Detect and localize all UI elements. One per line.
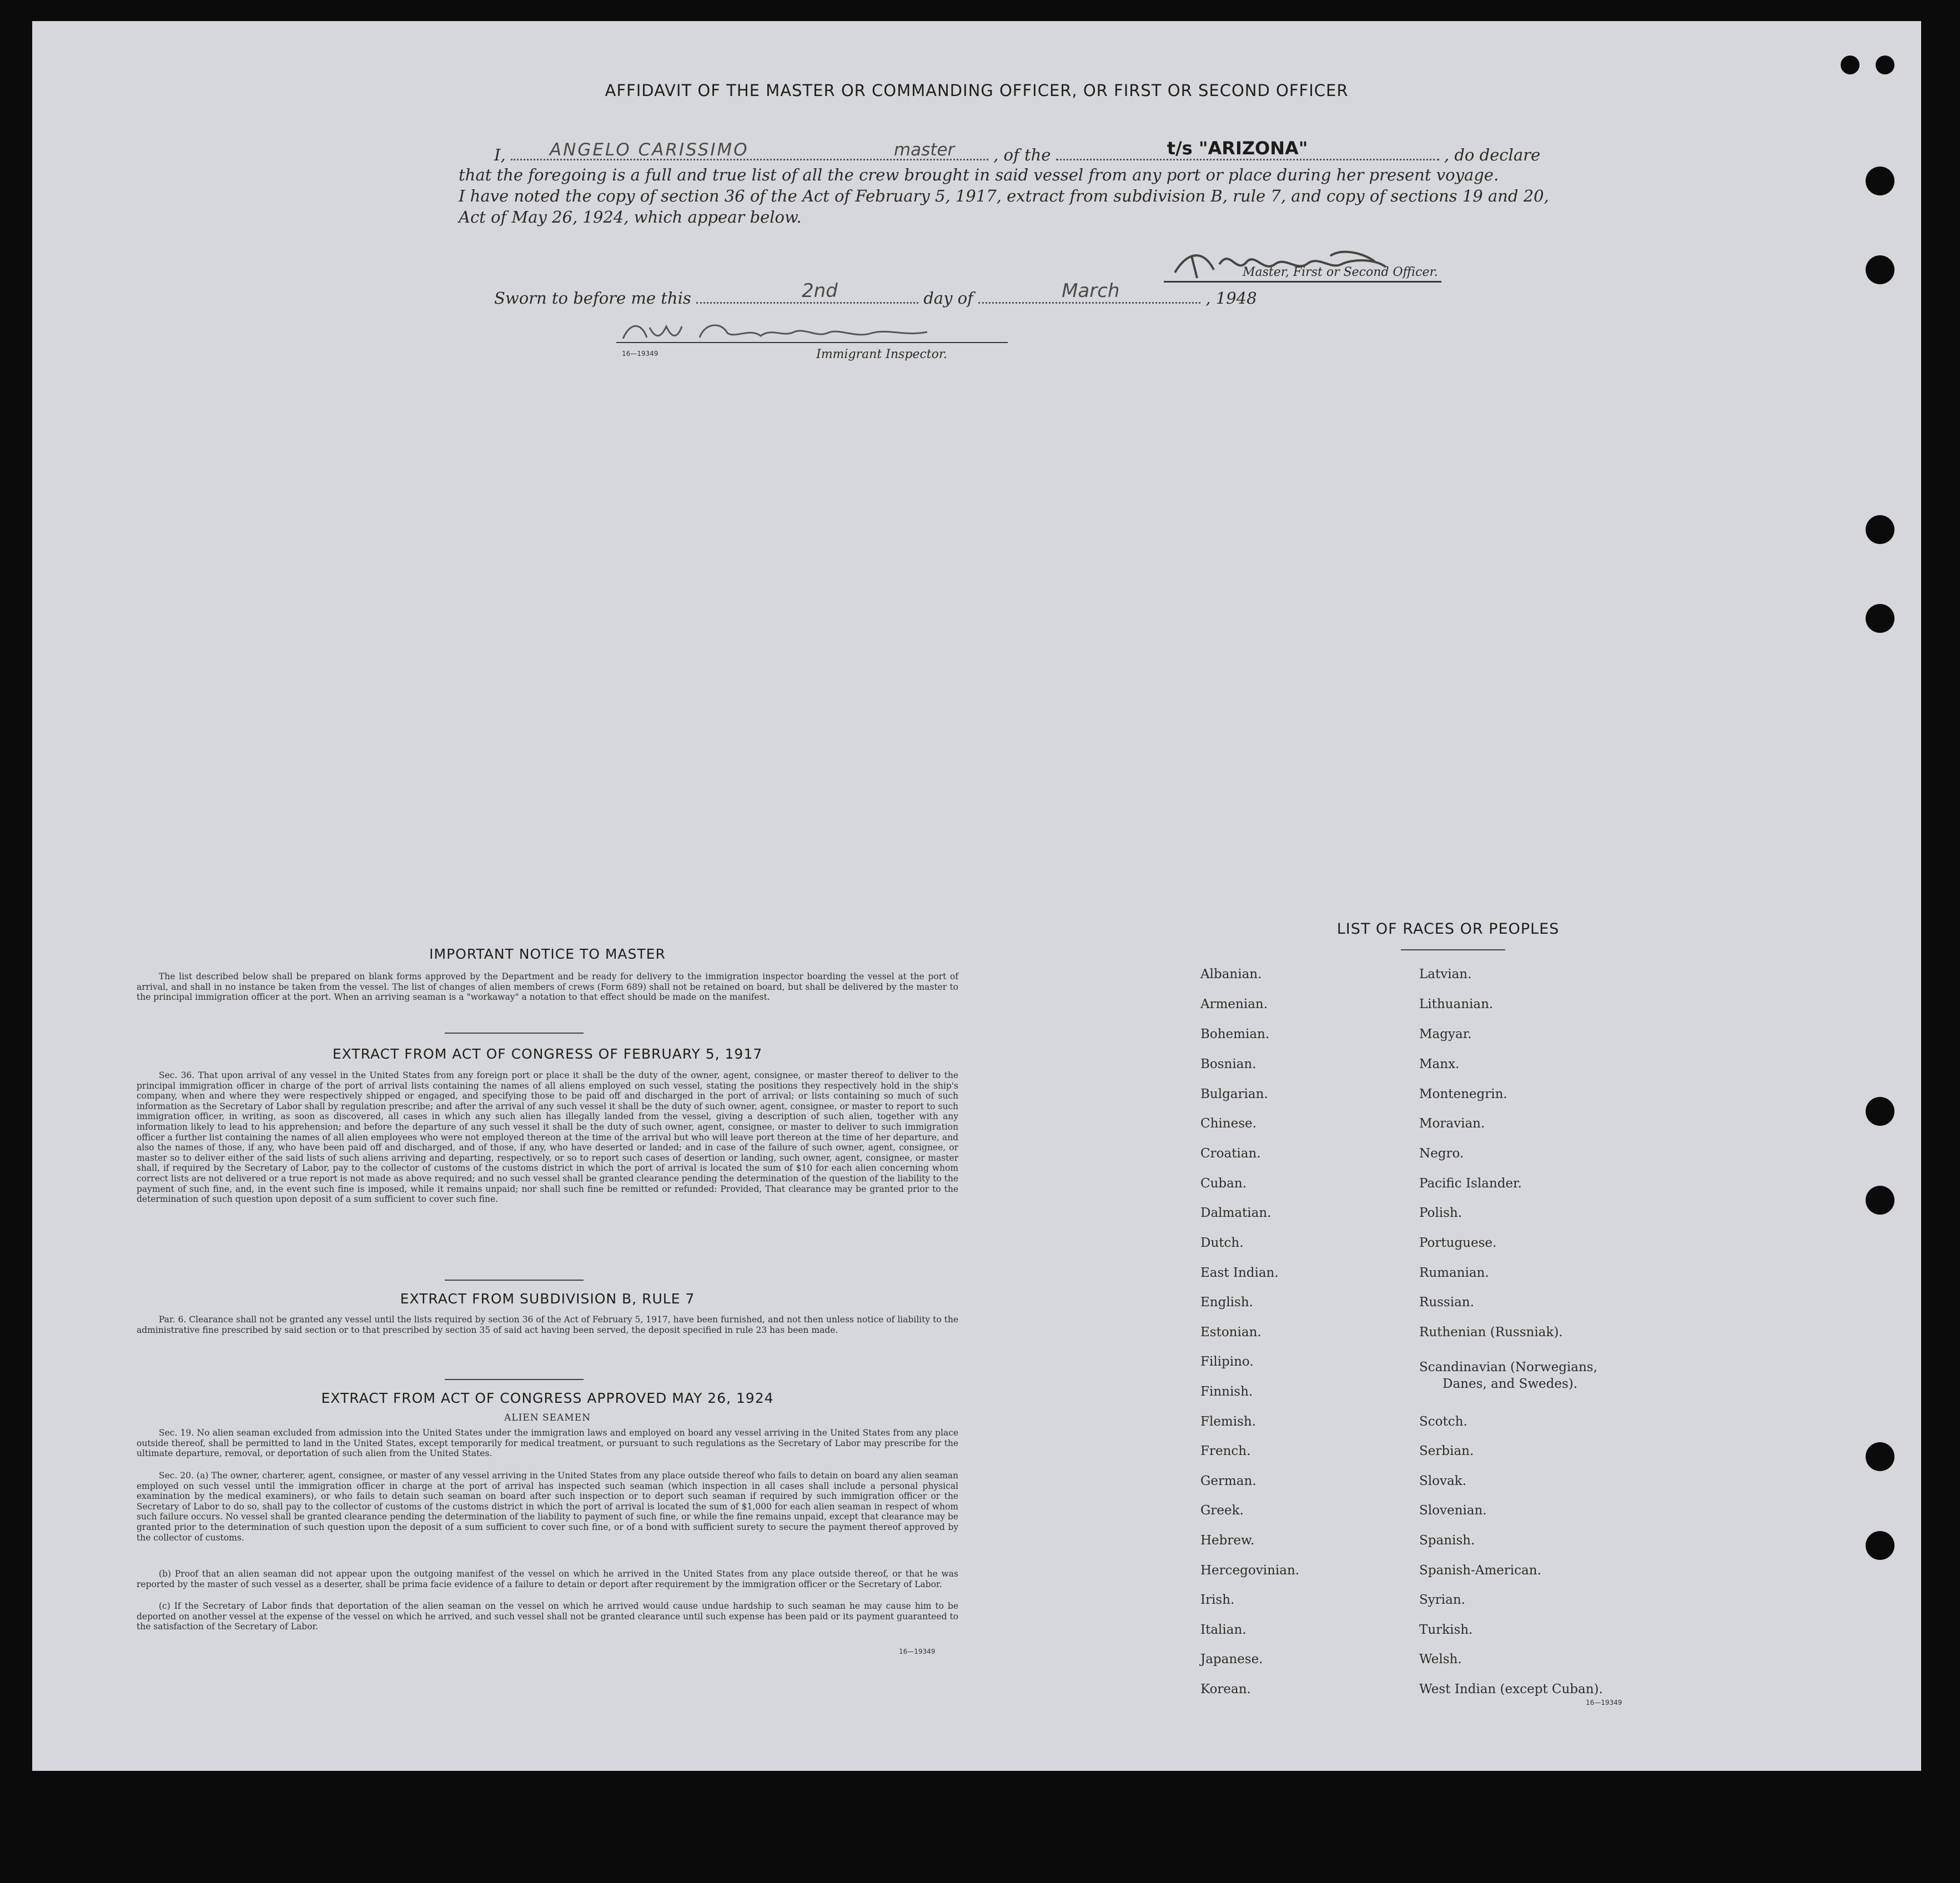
race-item: Welsh. xyxy=(1419,1652,1462,1666)
affidavit-line-4: Act of May 26, 1924, which appear below. xyxy=(459,208,802,226)
extract3-sec20b: (b) Proof that an alien seaman did not appear upon the outgoing manifest of the vessel on which he arrived in the United States from any place outside thereof, or that he was reported by the master of such vessel as a deserter, shall be prima facie evidence of a failure to detain or deport after requirement by the immigration officer or the Secretary of Labor. xyxy=(137,1569,958,1589)
of-the-text: , of the xyxy=(993,145,1051,164)
race-item: Russian. xyxy=(1419,1295,1474,1310)
race-item: Magyar. xyxy=(1419,1027,1472,1041)
master-signature-caption: Master, First or Second Officer. xyxy=(1243,265,1438,279)
punch-hole xyxy=(1866,515,1894,544)
affidavit-line-3: I have noted the copy of section 36 of the Act of February 5, 1917, extract from subdivision B, rule 7, and copy of sections 19 and 20, xyxy=(459,187,1549,205)
extract3-sec20a: Sec. 20. (a) The owner, charterer, agent, consignee, or master of any vessel arriving in the United States from any place outside thereof who fails to detain on board any alien seaman employed on such vessel until the immigration officer in charge at the port of arrival has inspected such seaman (which inspection in all cases shall include a personal physical examination by the medical examiners), or who fails to detain such seaman on board after such inspection or to deport such seaman if required by such immigration officer or the Secretary of Labor to do so, shall pay to the collector of customs of the customs district in which the port of arrival is located the sum of $1,000 for each alien seaman in respect of whom such failure occurs. No vessel shall be granted clearance pending the determination of the liability to payment of such fine, or while the fine remains unpaid, except that clearance may be granted prior to the determination of such question upon the deposit of a sum sufficient to cover such fine, or of a bond with sufficient surety to secure the payment thereof approved by the collector of customs. xyxy=(137,1471,958,1543)
race-item: Bosnian. xyxy=(1200,1057,1257,1071)
notice-form-number: 16—19349 xyxy=(899,1648,936,1655)
document-page xyxy=(32,21,1921,1771)
race-item: Syrian. xyxy=(1419,1593,1465,1607)
affidavit-form-number: 16—19349 xyxy=(622,350,659,358)
race-item: Estonian. xyxy=(1200,1325,1262,1340)
race-item: Irish. xyxy=(1200,1593,1235,1607)
race-item: Chinese. xyxy=(1200,1116,1257,1131)
race-item: Lithuanian. xyxy=(1419,997,1494,1011)
sworn-month-field xyxy=(978,280,1200,304)
race-item: Japanese. xyxy=(1200,1652,1263,1666)
race-item: Cuban. xyxy=(1200,1176,1247,1191)
race-item: Turkish. xyxy=(1419,1623,1473,1637)
races-title: LIST OF RACES OR PEOPLES xyxy=(1336,920,1560,938)
race-item: Rumanian. xyxy=(1419,1266,1489,1280)
race-item: Korean. xyxy=(1200,1682,1251,1696)
race-item: Flemish. xyxy=(1200,1414,1257,1429)
race-item: Spanish-American. xyxy=(1419,1563,1541,1578)
race-item: Pacific Islander. xyxy=(1419,1176,1522,1191)
notice-body: The list described below shall be prepared on blank forms approved by the Department and be ready for delivery to the immigration inspector boarding the vessel at the port of arrival, and shall in no instance be taken from the vessel. The list of changes of alien members of crews (Form 689) shall not be retained on board, but shall be delivered by the master to the principal immigration officer at the port. When an arriving seaman is a "workaway" a notation to that effect should be made on the manifest. xyxy=(137,971,958,1003)
race-item: Negro. xyxy=(1419,1146,1464,1161)
race-item: Moravian. xyxy=(1419,1116,1485,1131)
race-item: Scandinavian (Norwegians, xyxy=(1419,1360,1597,1375)
affidavit-line-1 xyxy=(494,138,1541,164)
sworn-line xyxy=(494,280,1257,308)
sworn-month: March xyxy=(1062,280,1120,302)
race-item: Albanian. xyxy=(1200,967,1262,981)
race-item: English. xyxy=(1200,1295,1253,1310)
punch-hole xyxy=(1866,255,1894,284)
sworn-prefix: Sworn to before me this xyxy=(494,289,691,308)
race-item: Dutch. xyxy=(1200,1236,1244,1250)
race-item: Spanish. xyxy=(1419,1533,1475,1548)
inspector-signature-scribble xyxy=(616,316,1008,342)
race-item: Portuguese. xyxy=(1419,1236,1497,1250)
race-item: Slovenian. xyxy=(1419,1503,1487,1518)
punch-hole xyxy=(1866,1442,1894,1471)
race-item: Croatian. xyxy=(1200,1146,1261,1161)
master-name: ANGELO CARISSIMO xyxy=(549,140,749,160)
race-item: Armenian. xyxy=(1200,997,1268,1011)
punch-hole xyxy=(1866,1186,1894,1215)
affidavit-title: AFFIDAVIT OF THE MASTER OR COMMANDING OFFICER, OR FIRST OR SECOND OFFICER xyxy=(605,81,1349,100)
inspector-signature xyxy=(616,316,1008,343)
race-item: Bulgarian. xyxy=(1200,1087,1268,1101)
day-of-text: day of xyxy=(923,289,973,308)
affidavit-line-2: that the foregoing is a full and true list of all the crew brought in said vessel from any port or place during her present voyage. xyxy=(459,165,1499,184)
race-item: Scotch. xyxy=(1419,1414,1468,1429)
race-item: German. xyxy=(1200,1474,1257,1488)
race-item: Hebrew. xyxy=(1200,1533,1255,1548)
race-item: East Indian. xyxy=(1200,1266,1279,1280)
punch-hole xyxy=(1876,56,1894,74)
race-item: Serbian. xyxy=(1419,1444,1474,1458)
race-item: Italian. xyxy=(1200,1623,1247,1637)
vessel-name: t/s "ARIZONA" xyxy=(1167,138,1308,159)
notice-title: IMPORTANT NOTICE TO MASTER xyxy=(429,946,666,962)
extract1-title: EXTRACT FROM ACT OF CONGRESS OF FEBRUARY 5, 1917 xyxy=(332,1046,763,1062)
extract3-subtitle: ALIEN SEAMEN xyxy=(504,1412,591,1423)
sworn-day: 2nd xyxy=(802,280,838,302)
punch-hole xyxy=(1866,1531,1894,1560)
race-item: Manx. xyxy=(1419,1057,1460,1071)
notice-divider xyxy=(445,1033,584,1034)
race-item: Finnish. xyxy=(1200,1384,1253,1399)
extract2-divider xyxy=(445,1379,584,1380)
races-divider xyxy=(1401,949,1505,950)
races-form-number: 16—19349 xyxy=(1586,1699,1622,1706)
race-item: Hercegovinian. xyxy=(1200,1563,1300,1578)
punch-hole xyxy=(1866,1097,1894,1126)
affidavit-prefix: I, xyxy=(494,145,506,164)
race-item: Polish. xyxy=(1419,1206,1463,1220)
do-declare-text: , do declare xyxy=(1444,145,1541,164)
race-item: Greek. xyxy=(1200,1503,1244,1518)
race-item: Dalmatian. xyxy=(1200,1206,1272,1220)
extract3-sec20c: (c) If the Secretary of Labor finds that deportation of the alien seaman on the vessel on which he arrived would cause undue hardship to such seaman he may cause him to be deported on another vessel at the expense of the vessel on which he arrived, and such vessel shall not be granted clearance until such expense has been paid or its payment guaranteed to the satisfaction of the Secretary of Labor. xyxy=(137,1601,958,1632)
race-item: Filipino. xyxy=(1200,1355,1254,1369)
race-item: Ruthenian (Russniak). xyxy=(1419,1325,1563,1340)
sworn-day-field xyxy=(696,280,918,304)
punch-hole xyxy=(1841,56,1860,74)
extract2-title: EXTRACT FROM SUBDIVISION B, RULE 7 xyxy=(400,1291,695,1307)
punch-hole xyxy=(1866,167,1894,195)
inspector-caption: Immigrant Inspector. xyxy=(816,348,947,361)
extract1-divider xyxy=(445,1280,584,1281)
race-item: West Indian (except Cuban). xyxy=(1419,1682,1603,1696)
race-item: Montenegrin. xyxy=(1419,1087,1507,1101)
vessel-field xyxy=(1056,138,1439,160)
race-item: Danes, and Swedes). xyxy=(1443,1377,1578,1391)
race-item: Slovak. xyxy=(1419,1474,1466,1488)
race-item: Latvian. xyxy=(1419,967,1472,981)
extract2-body: Par. 6. Clearance shall not be granted any vessel until the lists required by section 36 of the Act of February 5, 1917, have been furnished, and not then unless notice of liability to the administrative fine prescribed by said section or to that prescribed by section 35 of said act having been served, the deposit specified in rule 23 has been made. xyxy=(137,1315,958,1335)
extract3-sec19: Sec. 19. No alien seaman excluded from admission into the United States under the immigration laws and employed on board any vessel arriving in the United States from any place outside thereof, shall be permitted to land in the United States, except temporarily for medical treatment, or pursuant to such regulations as the Secretary of Labor may prescribe for the ultimate departure, removal, or deportation of such alien from the United States. xyxy=(137,1428,958,1459)
punch-hole xyxy=(1866,604,1894,633)
extract3-title: EXTRACT FROM ACT OF CONGRESS APPROVED MAY 26, 1924 xyxy=(321,1390,774,1406)
race-item: French. xyxy=(1200,1444,1251,1458)
master-name-field xyxy=(511,140,988,160)
master-title: master xyxy=(893,140,955,160)
race-item: Bohemian. xyxy=(1200,1027,1270,1041)
extract1-body: Sec. 36. That upon arrival of any vessel in the United States from any foreign port or place it shall be the duty of the owner, agent, consignee, or master thereof to deliver to the principal immigration officer in charge of the port of arrival lists containing the names of all aliens employed on such vessel, stating the positions they respectively hold in the ship's company, when and where they were respectively shipped or engaged, and specifying those to be paid off and discharged in the port of arrival; or lists containing so much of such information as the Secretary of Labor shall by regulation prescribe; and after the arrival of any such vessel it shall be the duty of such owner, agent, consignee, or master to report to such immigration officer, in writing, as soon as discovered, all cases in which any such alien has illegally landed from the vessel, giving a description of such alien, together with any information likely to lead to his apprehension; and before the departure of any such vessel it shall be the duty of such owner, agent, consignee, or master to deliver to such immigration officer a further list containing the names of all alien employees who were not employed thereon at the time of the arrival but who will leave port thereon at the time of her departure, and also the names of those, if any, who have been paid off and discharged, and of those, if any, who have deserted or landed; and in case of the failure of such owner, agent, consignee, or master so to deliver either of the said lists of such aliens arriving and departing, respectively, or so to report such cases of desertion or landing, such owner, agent, consignee, or master shall, if required by the Secretary of Labor, pay to the collector of customs of the customs district in which the port of arrival is located the sum of $10 for each alien concerning whom correct lists are not delivered or a true report is not made as above required; and no such vessel shall be granted clearance pending the determination of the question of the liability to the payment of such fine, and, in the event such fine is imposed, while it remains unpaid; nor shall such fine be remitted or refunded: Provided, That clearance may be granted prior to the determination of such question upon deposit of a sum sufficient to cover such fine. xyxy=(137,1070,958,1205)
sworn-year: , 1948 xyxy=(1205,289,1257,308)
